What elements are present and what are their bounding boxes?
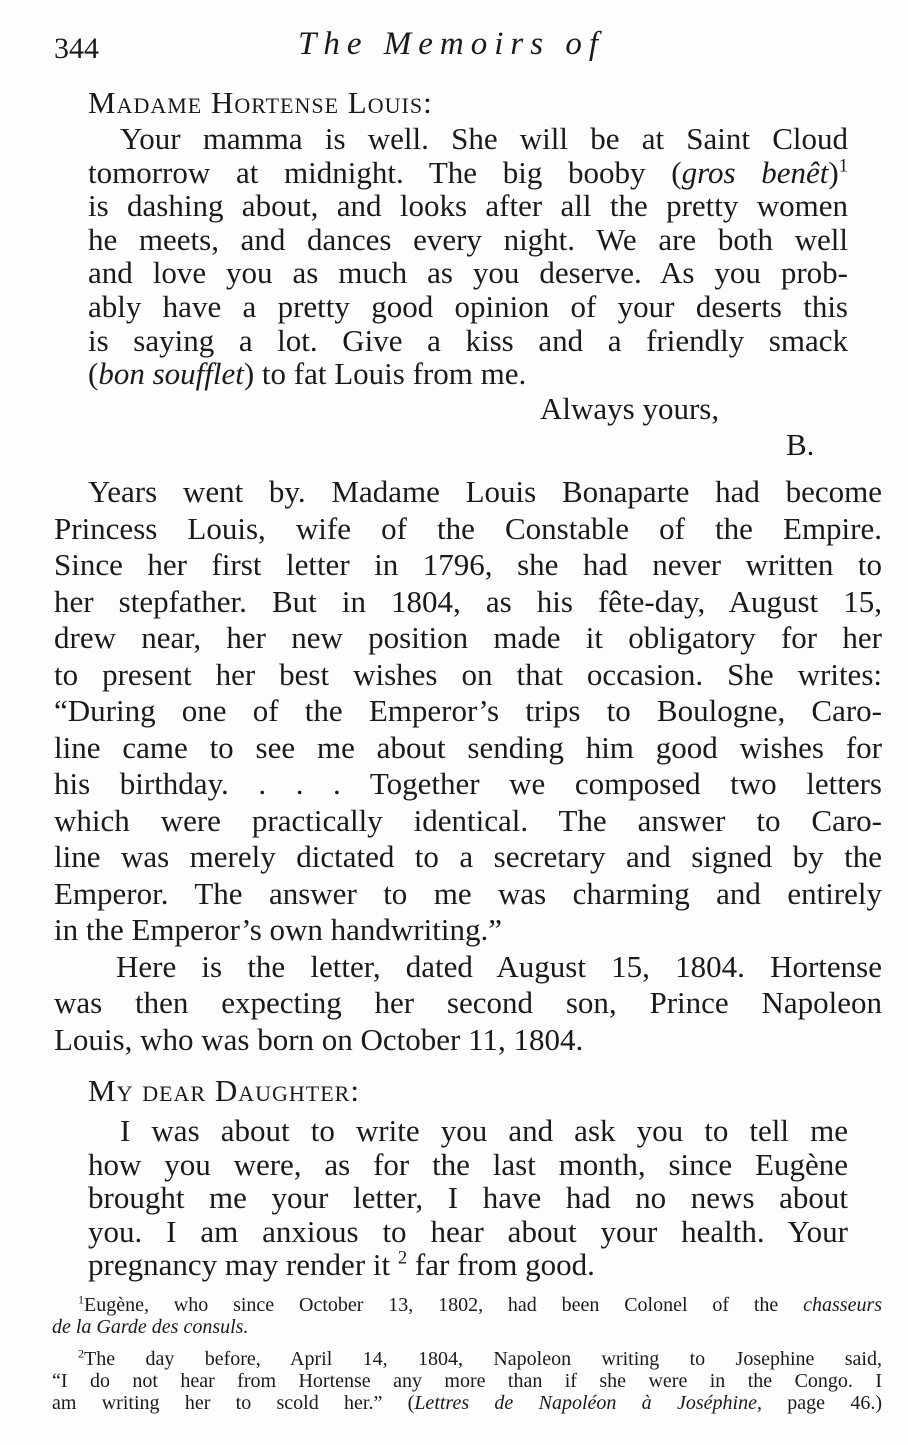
letter1-line: ably have a pretty good opinion of your deserts this: [88, 288, 848, 324]
text-run: far from good.: [414, 1247, 595, 1283]
narrative-line: which were practically identical. The answer to Caro-: [54, 802, 882, 838]
letter1-signature: B.: [786, 427, 815, 462]
text-run: (: [88, 356, 99, 392]
letter2-line: you. I am anxious to hear about your health. Your: [88, 1213, 848, 1249]
footnote-ref: 2: [397, 1248, 408, 1270]
narrative-line: Emperor. The answer to me was charming and entirely: [54, 875, 882, 911]
footnote-line: [52, 1294, 882, 1316]
letter1-line: Your mamma is well. She will be at Saint Cloud: [120, 121, 848, 156]
letter2-line: I was about to write you and ask you to tell me: [120, 1113, 848, 1148]
page-number: 344: [54, 32, 99, 65]
text-run: ) to fat Louis from me.: [243, 356, 527, 392]
letter2-body: [88, 1114, 848, 1282]
footnote-line: [52, 1316, 882, 1338]
letter1-line: is dashing about, and looks after all the pretty women: [88, 188, 848, 224]
letter1-line: [88, 156, 848, 190]
italic-run: Lettres de Napoléon à Joséphine,: [414, 1392, 762, 1414]
letter1-line: and love you as much as you deserve. As you prob-: [88, 255, 848, 291]
narrative-line: her stepfather. But in 1804, as his fête-day, August 15,: [54, 583, 882, 619]
letter1-salutation: Madame Hortense Louis:: [88, 85, 433, 120]
footnote-line: [52, 1348, 882, 1370]
letter2-salutation: My dear Daughter:: [88, 1073, 360, 1108]
text-run: The day before, April 14, 1804, Napoleon writing to Josephine said,: [84, 1348, 882, 1370]
text-run: am writing her to scold her.” (: [52, 1392, 415, 1414]
narrative-line: Since her first letter in 1796, she had never written to: [54, 547, 882, 582]
text-run: ): [828, 154, 839, 190]
narrative-line: “During one of the Emperor’s trips to Boulogne, Caro-: [54, 693, 882, 728]
letter2-line: how you were, as for the last month, since Eugène: [88, 1146, 848, 1182]
text-run: pregnancy may render it: [88, 1247, 391, 1283]
footnote-mark: 2: [78, 1346, 84, 1361]
footnote-1: [52, 1294, 882, 1338]
letter2-line: [88, 1248, 848, 1282]
letter2-line: brought me your letter, I have had no news about: [88, 1180, 848, 1216]
letter1-body: [88, 122, 848, 391]
narrative-line: Princess Louis, wife of the Constable of the Empire.: [54, 510, 882, 546]
text-run: page 46.): [761, 1392, 882, 1414]
letter1-line: is saying a lot. Give a kiss and a friendly smack: [88, 322, 848, 358]
italic-run: chasseurs: [803, 1294, 883, 1316]
text-run: Eugène, who since October 13, 1802, had been Colonel of the: [84, 1294, 779, 1316]
footnote-line: [52, 1392, 882, 1414]
footnote-2: [52, 1348, 882, 1414]
letter1-line: [88, 357, 848, 391]
narrative-line: his birthday. . . . Together we composed two letters: [54, 766, 882, 801]
narrative-body: [54, 474, 882, 1058]
italic-run: gros benêt: [681, 154, 829, 190]
narrative-line: drew near, her new position made it obligatory for her: [54, 620, 882, 655]
narrative-line: Years went by. Madame Louis Bonaparte had become: [88, 474, 882, 509]
running-title: The Memoirs of: [298, 26, 605, 62]
italic-run: de la Garde des consuls.: [52, 1316, 249, 1338]
footnote-mark: 1: [78, 1292, 84, 1307]
narrative-line: line came to see me about sending him good wishes for: [54, 729, 882, 765]
narrative-line: was then expecting her second son, Prince Napoleon: [54, 985, 882, 1020]
narrative-line: in the Emperor’s own handwriting.”: [54, 912, 502, 947]
narrative-line: Here is the letter, dated August 15, 1804. Hortense: [116, 948, 882, 984]
narrative-line: to present her best wishes on that occasion. She writes:: [54, 656, 882, 692]
page-header: [54, 26, 868, 70]
narrative-line: Louis, who was born on October 11, 1804.: [54, 1021, 584, 1057]
text-run: tomorrow at midnight. The big booby (: [88, 154, 682, 190]
narrative-line: line was merely dictated to a secretary and signed by the: [54, 839, 882, 874]
footnote-ref: 1: [838, 155, 849, 177]
italic-run: bon soufflet: [98, 356, 244, 392]
letter1-line: he meets, and dances every night. We are both well: [88, 221, 848, 257]
letter1-closing: Always yours,: [540, 391, 720, 426]
footnote-line: “I do not hear from Hortense any more than if she were in the Congo. I: [52, 1370, 882, 1392]
